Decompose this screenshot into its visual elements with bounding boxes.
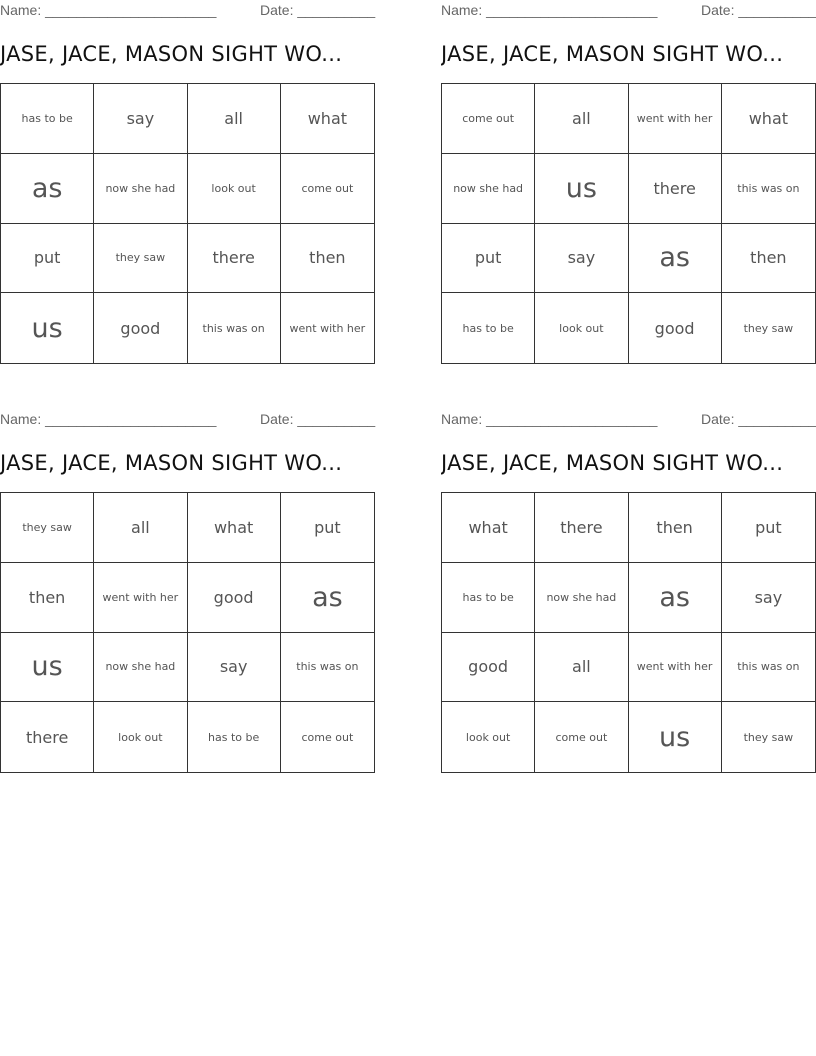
bingo-cell: what xyxy=(188,493,281,563)
bingo-cell: now she had xyxy=(94,154,187,224)
bingo-cell: there xyxy=(629,154,722,224)
card-title: JASE, JACE, MASON SIGHT WO... xyxy=(441,42,784,66)
bingo-cell: this was on xyxy=(722,633,815,703)
bingo-cell: good xyxy=(442,633,535,703)
bingo-cell: they saw xyxy=(743,730,794,744)
bingo-cell: look out xyxy=(535,293,628,363)
bingo-cell: has to be xyxy=(188,702,281,772)
bingo-cell: us xyxy=(629,702,722,772)
bingo-cell: they saw xyxy=(94,224,187,294)
bingo-cell: say xyxy=(94,84,187,154)
bingo-cell: went with her xyxy=(289,321,366,335)
card-title: JASE, JACE, MASON SIGHT WO... xyxy=(0,42,343,66)
name-field-label: Name: ______________________ xyxy=(441,411,658,427)
bingo-cell: all xyxy=(94,493,187,563)
bingo-cell: there xyxy=(1,702,94,772)
bingo-cell: went with her xyxy=(629,633,722,703)
card-header xyxy=(441,0,816,22)
bingo-grid xyxy=(441,83,816,364)
bingo-cell: as xyxy=(629,224,722,294)
bingo-cell: then xyxy=(281,224,374,294)
bingo-cell: good xyxy=(188,563,281,633)
bingo-cell: good xyxy=(94,293,187,363)
bingo-cell: come out xyxy=(535,702,628,772)
bingo-cell: look out xyxy=(188,154,281,224)
bingo-cell: come out xyxy=(442,84,535,154)
bingo-cell: what xyxy=(281,84,374,154)
bingo-cell: then xyxy=(722,224,815,294)
bingo-cell: went with her xyxy=(629,84,722,154)
bingo-cell: as xyxy=(629,563,722,633)
bingo-cell: say xyxy=(535,224,628,294)
bingo-cell: there xyxy=(188,224,281,294)
name-field-label: Name: ______________________ xyxy=(0,2,217,18)
bingo-cell: this was on xyxy=(281,633,374,703)
bingo-cell: us xyxy=(1,293,94,363)
bingo-cell: us xyxy=(535,154,628,224)
bingo-cell: went with her xyxy=(94,563,187,633)
bingo-cell: has to be xyxy=(1,84,94,154)
bingo-cell: put xyxy=(1,224,94,294)
bingo-cell: has to be xyxy=(442,563,535,633)
bingo-cell: put xyxy=(281,493,374,563)
bingo-cell: there xyxy=(535,493,628,563)
bingo-cell: what xyxy=(722,84,815,154)
bingo-cell: look out xyxy=(94,702,187,772)
bingo-cell: now she had xyxy=(535,563,628,633)
bingo-cell: put xyxy=(722,493,815,563)
bingo-cell: as xyxy=(281,563,374,633)
bingo-cell: they saw xyxy=(743,321,794,335)
bingo-cell: put xyxy=(442,224,535,294)
date-field-label: Date: __________ xyxy=(260,411,376,427)
bingo-cell: look out xyxy=(442,702,535,772)
bingo-cell: then xyxy=(1,563,94,633)
bingo-grid xyxy=(0,492,375,773)
date-field-label: Date: __________ xyxy=(701,2,816,18)
name-field-label: Name: ______________________ xyxy=(0,411,217,427)
card-header xyxy=(0,409,375,431)
bingo-cell: say xyxy=(722,563,815,633)
bingo-cell: has to be xyxy=(442,293,535,363)
bingo-cell: now she had xyxy=(94,633,187,703)
bingo-cell: come out xyxy=(281,154,374,224)
bingo-cell: all xyxy=(188,84,281,154)
date-field-label: Date: __________ xyxy=(260,2,376,18)
card-title: JASE, JACE, MASON SIGHT WO... xyxy=(0,451,343,475)
bingo-grid xyxy=(0,83,375,364)
name-field-label: Name: ______________________ xyxy=(441,2,658,18)
bingo-cell: this was on xyxy=(722,154,815,224)
bingo-cell: all xyxy=(535,633,628,703)
bingo-cell: us xyxy=(1,633,94,703)
bingo-cell: good xyxy=(629,293,722,363)
bingo-cell: this was on xyxy=(188,293,281,363)
card-header xyxy=(441,409,816,431)
bingo-cell: they saw xyxy=(1,493,94,563)
card-header xyxy=(0,0,375,22)
bingo-cell: now she had xyxy=(442,154,535,224)
bingo-grid xyxy=(441,492,816,773)
bingo-cell: say xyxy=(188,633,281,703)
bingo-cell: what xyxy=(442,493,535,563)
date-field-label: Date: __________ xyxy=(701,411,816,427)
card-title: JASE, JACE, MASON SIGHT WO... xyxy=(441,451,784,475)
bingo-cell: then xyxy=(629,493,722,563)
bingo-cell: all xyxy=(535,84,628,154)
bingo-cell: come out xyxy=(301,730,354,744)
bingo-cell: as xyxy=(1,154,94,224)
